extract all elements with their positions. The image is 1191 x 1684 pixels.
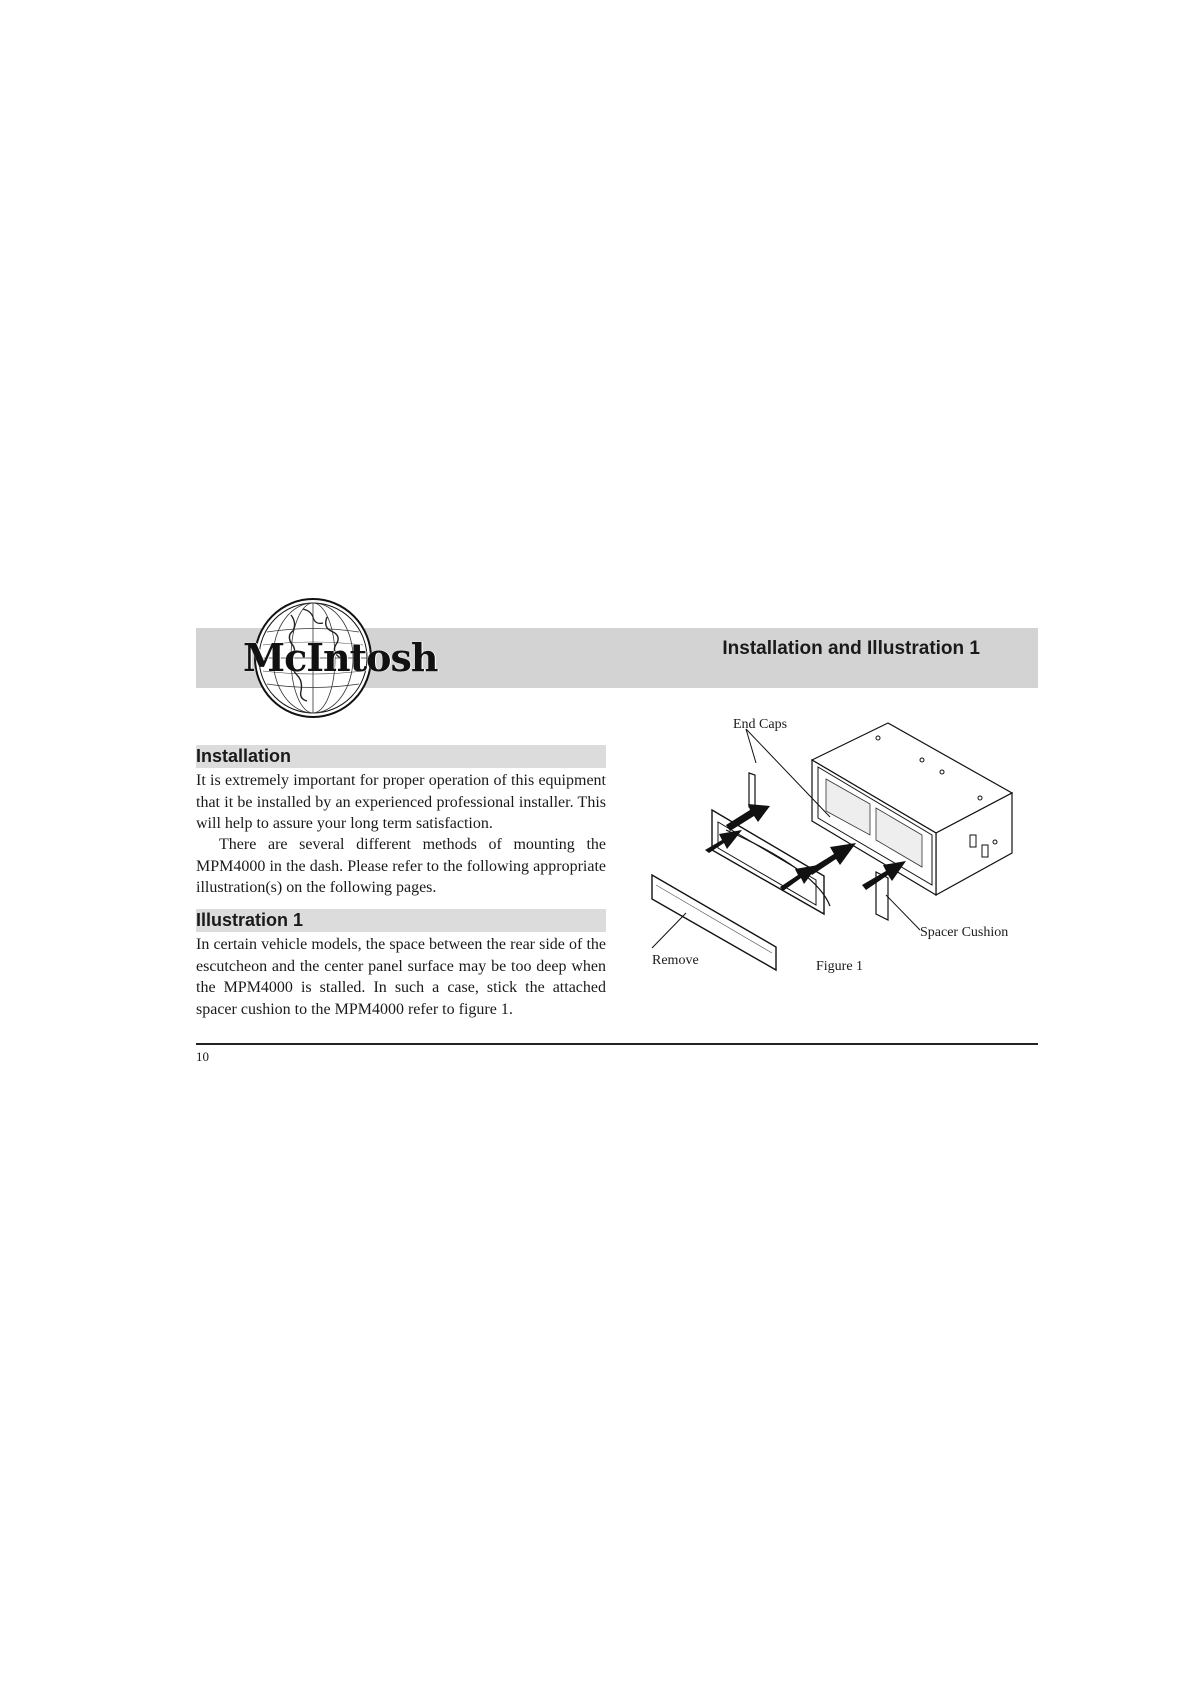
remove-label: Remove — [652, 953, 699, 968]
installation-paragraph-1: It is extremely important for proper operation of this equipment that it be installed by an experienced professional installer. This will help to assure your long term satisfaction. — [196, 772, 606, 832]
spacer-cushion-label: Spacer Cushion — [920, 925, 1009, 940]
installation-paragraph-2: There are several different methods of mounting the MPM4000 in the dash. Please refer to the following appropriate illustration(s) on the following pages. — [196, 836, 606, 896]
footer-rule — [196, 1043, 1038, 1045]
figure-1 — [630, 715, 1040, 1020]
mcintosh-logo — [243, 597, 438, 719]
installation-heading: Installation — [196, 745, 606, 768]
illustration-heading: Illustration 1 — [196, 909, 606, 932]
page-title: Installation and Illustration 1 — [722, 638, 980, 659]
figure-caption: Figure 1 — [816, 959, 864, 974]
page-number: 10 — [196, 1049, 209, 1064]
logo-wordmark: McIntosh — [243, 635, 438, 680]
end-caps-label: End Caps — [733, 717, 788, 732]
illustration-paragraph: In certain vehicle models, the space between the rear side of the escutcheon and the center panel surface may be too deep when the MPM4000 is stalled. In such a case, stick the attached spacer cushion to the MPM4000 refer to figure 1. — [196, 936, 606, 1018]
